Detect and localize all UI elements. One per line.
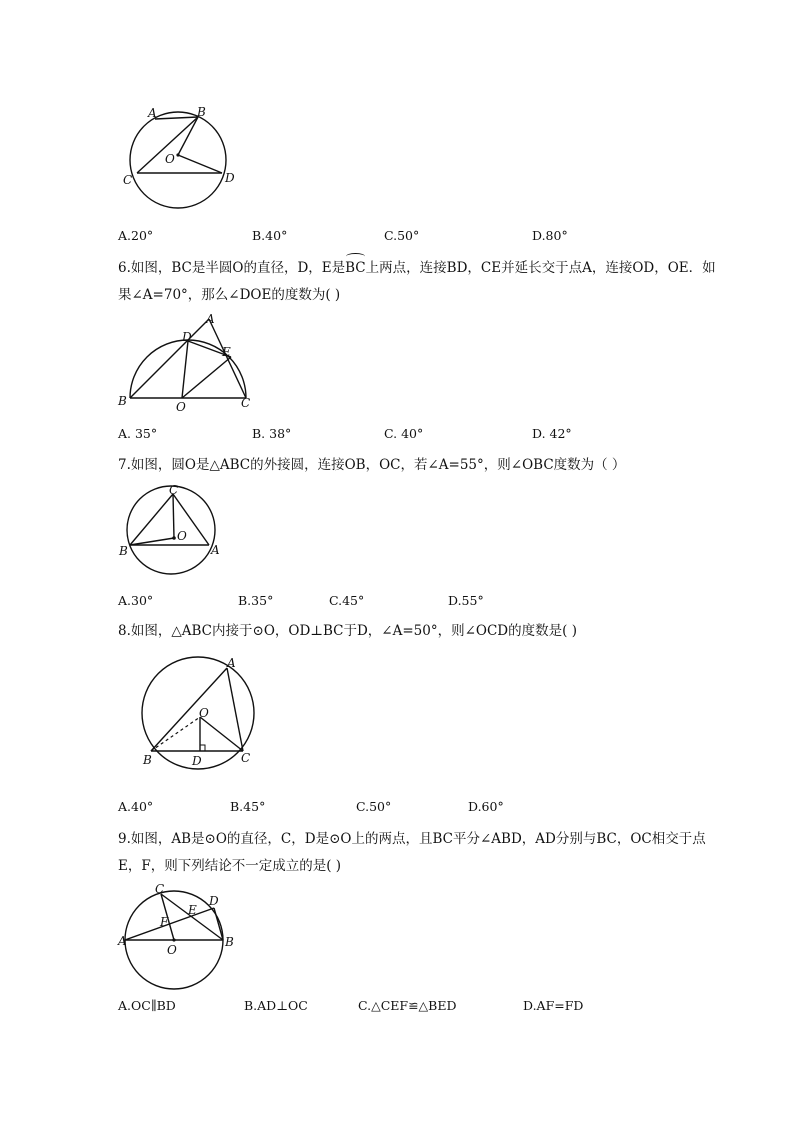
q7-label-A: A bbox=[211, 543, 220, 557]
q5-option-b[interactable]: B.40° bbox=[252, 228, 288, 243]
q8-label-C: C bbox=[241, 751, 251, 765]
q7-option-b[interactable]: B.35° bbox=[238, 593, 274, 608]
q6-option-d[interactable]: D. 42° bbox=[532, 426, 572, 441]
q6-line-2: 果∠A=70°，那么∠DOE的度数为( ) bbox=[118, 287, 341, 303]
q7-option-c[interactable]: C.45° bbox=[329, 593, 365, 608]
q5-label-O: O bbox=[165, 152, 175, 166]
q6-label-D: D bbox=[182, 330, 192, 344]
q7-option-a[interactable]: A.30° bbox=[118, 593, 154, 608]
q9-label-E: E bbox=[188, 903, 197, 917]
q9-circle-diagram bbox=[118, 882, 238, 992]
q6-label-C: C bbox=[241, 396, 251, 410]
q6-option-c[interactable]: C. 40° bbox=[384, 426, 424, 441]
q5-label-A: A bbox=[148, 106, 157, 120]
q8-figure bbox=[138, 655, 268, 775]
q6-label-B: B bbox=[118, 394, 127, 408]
q8-label-B: B bbox=[143, 753, 152, 767]
q9-option-d[interactable]: D.AF=FD bbox=[523, 998, 584, 1013]
q6-option-a[interactable]: A. 35° bbox=[118, 426, 158, 441]
q6-label-A: A bbox=[206, 312, 215, 326]
q7-label-C: C bbox=[169, 483, 179, 497]
q5-option-d[interactable]: D.80° bbox=[532, 228, 568, 243]
q7-label-O: O bbox=[177, 529, 187, 543]
q9-question bbox=[118, 826, 718, 880]
q9-label-O: O bbox=[167, 943, 177, 957]
q7-line-1: 7.如图，圆O是△ABC的外接圆，连接OB，OC，若∠A=55°，则∠OBC度数为（ ） bbox=[118, 457, 626, 473]
q9-option-a[interactable]: A.OC∥BD bbox=[118, 998, 176, 1013]
q9-option-b[interactable]: B.AD⊥OC bbox=[244, 998, 308, 1013]
q8-option-a[interactable]: A.40° bbox=[118, 799, 154, 814]
q8-option-b[interactable]: B.45° bbox=[230, 799, 266, 814]
q7-question bbox=[118, 452, 718, 479]
q5-label-B: B bbox=[197, 105, 206, 119]
q6-line-1: 6.如图，BC是半圆O的直径，D，E是BC上两点，连接BD，CE并延长交于点A，连接OD，OE．如 bbox=[118, 255, 718, 282]
q6-label-O: O bbox=[176, 400, 186, 414]
q9-label-A: A bbox=[118, 934, 127, 948]
q5-option-c[interactable]: C.50° bbox=[384, 228, 420, 243]
q6-question bbox=[118, 255, 718, 309]
q6-label-E: E bbox=[222, 345, 231, 359]
q7-label-B: B bbox=[119, 544, 128, 558]
q5-label-C: C bbox=[123, 173, 133, 187]
q5-circle-diagram bbox=[118, 100, 248, 210]
q6-semicircle-diagram bbox=[118, 313, 258, 413]
q8-question bbox=[118, 618, 718, 645]
q6-arc-bc: BC bbox=[345, 255, 366, 282]
q8-line-1: 8.如图，△ABC内接于⊙O，OD⊥BC于D，∠A=50°，则∠OCD的度数是( ) bbox=[118, 623, 577, 639]
q5-figure bbox=[118, 100, 248, 210]
q5-option-a[interactable]: A.20° bbox=[118, 228, 154, 243]
q7-figure bbox=[118, 482, 228, 582]
q8-circle-diagram bbox=[138, 655, 268, 775]
q6-option-b[interactable]: B. 38° bbox=[252, 426, 292, 441]
q9-option-c[interactable]: C.△CEF≌△BED bbox=[358, 998, 457, 1013]
q8-option-c[interactable]: C.50° bbox=[356, 799, 392, 814]
q7-circle-diagram bbox=[118, 482, 228, 582]
q9-line-1: 9.如图，AB是⊙O的直径，C，D是⊙O上的两点，且BC平分∠ABD，AD分别与BC，OC相交于点 bbox=[118, 831, 706, 847]
q9-label-C: C bbox=[155, 882, 165, 896]
q9-label-D: D bbox=[209, 894, 219, 908]
q8-label-O: O bbox=[199, 706, 209, 720]
q5-label-D: D bbox=[225, 171, 235, 185]
q9-label-B: B bbox=[225, 935, 234, 949]
q9-line-2: E，F，则下列结论不一定成立的是( ) bbox=[118, 858, 342, 874]
q8-option-d[interactable]: D.60° bbox=[468, 799, 504, 814]
q9-label-F: F bbox=[160, 915, 169, 929]
q8-label-A: A bbox=[227, 656, 236, 670]
q6-figure bbox=[118, 313, 258, 413]
q9-figure bbox=[118, 882, 238, 992]
q8-label-D: D bbox=[192, 754, 202, 768]
q7-option-d[interactable]: D.55° bbox=[448, 593, 484, 608]
